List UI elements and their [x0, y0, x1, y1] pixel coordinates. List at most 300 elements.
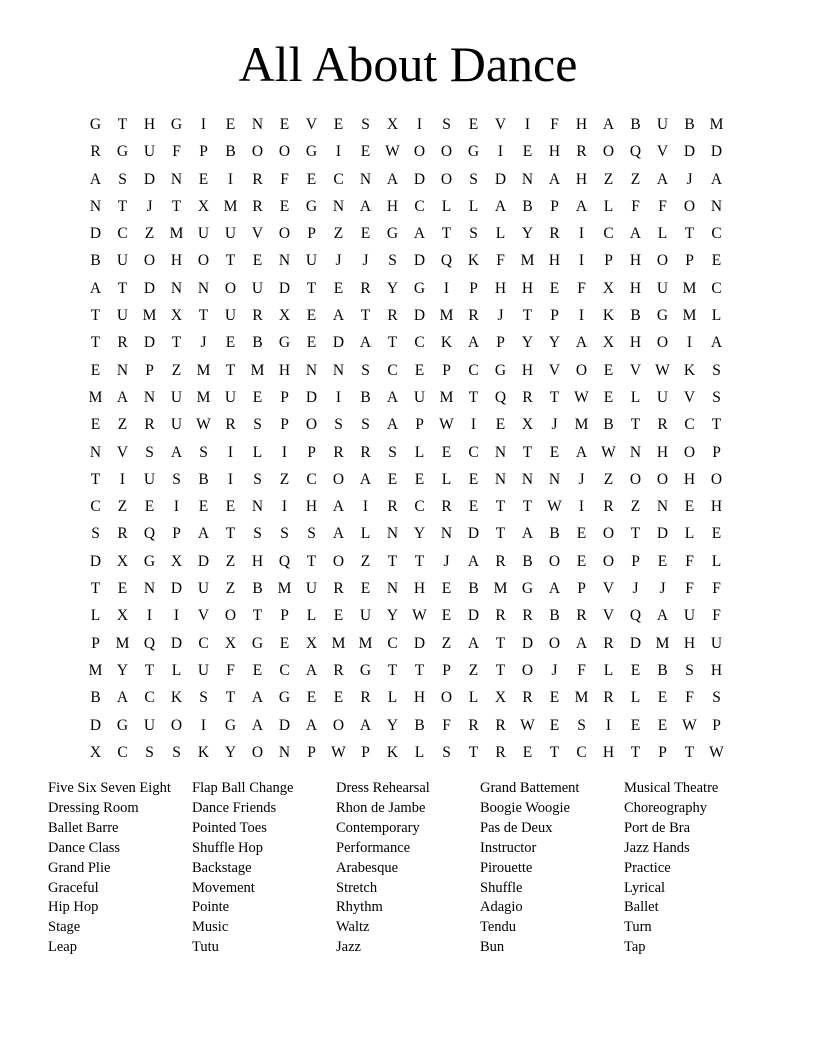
- grid-row: [82, 193, 730, 220]
- grid-letter: E: [468, 116, 479, 133]
- grid-letter: S: [388, 252, 397, 270]
- grid-letter: E: [225, 334, 236, 352]
- grid-letter: R: [522, 689, 533, 707]
- grid-letter: E: [387, 470, 398, 488]
- grid-letter: L: [603, 197, 614, 215]
- grid-letter: I: [686, 334, 693, 352]
- grid-letter: R: [495, 607, 506, 625]
- grid-letter: M: [574, 689, 589, 707]
- grid-letter: Z: [603, 470, 614, 488]
- grid-letter: E: [657, 689, 668, 707]
- grid-letter: C: [468, 443, 479, 461]
- grid-letter: N: [710, 197, 723, 215]
- grid-letter: T: [117, 116, 128, 133]
- grid-letter: A: [359, 197, 372, 215]
- grid-letter: U: [170, 416, 183, 434]
- grid-letter: S: [307, 525, 316, 543]
- grid-row: [82, 657, 730, 684]
- grid-letter: E: [549, 443, 560, 461]
- grid-letter: O: [548, 634, 561, 652]
- grid-letter: D: [143, 334, 156, 352]
- grid-letter: A: [413, 225, 426, 243]
- grid-row: [82, 166, 730, 193]
- grid-letter: D: [413, 170, 426, 188]
- grid-letter: A: [548, 170, 561, 188]
- grid-letter: F: [658, 197, 667, 215]
- grid-letter: X: [386, 116, 399, 133]
- word-item: Dress Rehearsal: [336, 780, 430, 796]
- word-item: Shuffle: [480, 879, 523, 896]
- grid-letter: A: [710, 334, 723, 352]
- grid-letter: N: [89, 443, 102, 461]
- grid-letter: D: [332, 334, 345, 352]
- grid-letter: F: [712, 580, 721, 598]
- grid-letter: C: [306, 470, 317, 488]
- grid-letter: P: [280, 607, 289, 625]
- grid-letter: A: [305, 716, 318, 734]
- grid-letter: V: [116, 443, 129, 461]
- grid-letter: L: [711, 552, 722, 570]
- word-item: Rhythm: [336, 899, 383, 916]
- grid-letter: W: [385, 143, 400, 161]
- grid-letter: T: [468, 743, 479, 761]
- grid-letter: B: [252, 580, 263, 598]
- grid-letter: P: [685, 252, 694, 270]
- grid-letter: L: [468, 689, 479, 707]
- grid-letter: P: [172, 525, 181, 543]
- grid-letter: V: [305, 116, 318, 133]
- grid-letter: X: [521, 416, 534, 434]
- grid-letter: T: [549, 743, 560, 761]
- grid-letter: N: [386, 580, 399, 598]
- grid-letter: H: [710, 498, 723, 516]
- grid-letter: E: [279, 197, 290, 215]
- grid-letter: O: [332, 716, 345, 734]
- grid-letter: J: [551, 416, 558, 434]
- grid-letter: G: [116, 716, 129, 734]
- grid-letter: P: [307, 743, 316, 761]
- grid-letter: Y: [548, 334, 561, 352]
- word-item: Lyrical: [624, 879, 666, 896]
- grid-letter: O: [521, 661, 534, 679]
- grid-letter: G: [359, 661, 372, 679]
- grid-letter: E: [549, 689, 560, 707]
- grid-letter: S: [442, 116, 451, 133]
- grid-letter: P: [550, 307, 559, 325]
- grid-letter: S: [145, 743, 154, 761]
- word-item: Waltz: [336, 919, 370, 936]
- grid-letter: E: [333, 279, 344, 297]
- grid-letter: E: [360, 143, 371, 161]
- grid-letter: C: [711, 225, 722, 243]
- grid-letter: I: [335, 388, 342, 406]
- grid-letter: L: [603, 661, 614, 679]
- grid-letter: R: [360, 689, 371, 707]
- grid-letter: C: [576, 743, 587, 761]
- word-item: Tutu: [192, 939, 219, 956]
- grid-letter: Q: [494, 388, 507, 406]
- grid-letter: T: [495, 525, 506, 543]
- grid-letter: U: [251, 279, 264, 297]
- word-item: Bun: [480, 939, 505, 956]
- word-item: Stretch: [336, 879, 378, 896]
- grid-letter: V: [548, 361, 561, 379]
- grid-letter: L: [468, 197, 479, 215]
- grid-letter: N: [332, 197, 345, 215]
- grid-letter: R: [333, 443, 344, 461]
- grid-letter: V: [494, 116, 507, 133]
- grid-letter: A: [170, 443, 183, 461]
- grid-letter: R: [252, 307, 263, 325]
- word-item: Flap Ball Change: [192, 780, 294, 796]
- grid-letter: H: [575, 170, 588, 188]
- grid-letter: I: [173, 498, 180, 516]
- grid-letter: P: [496, 334, 505, 352]
- grid-letter: P: [658, 743, 667, 761]
- word-item: Instructor: [480, 839, 537, 856]
- grid-letter: M: [169, 225, 184, 243]
- grid-letter: W: [412, 607, 427, 625]
- grid-letter: I: [578, 225, 585, 243]
- grid-letter: R: [468, 716, 479, 734]
- grid-letter: T: [468, 388, 479, 406]
- grid-letter: I: [200, 116, 207, 133]
- grid-letter: L: [414, 443, 425, 461]
- grid-letter: D: [278, 716, 291, 734]
- grid-letter: H: [251, 552, 264, 570]
- grid-letter: L: [441, 197, 452, 215]
- grid-letter: D: [467, 525, 480, 543]
- grid-letter: A: [575, 634, 588, 652]
- grid-letter: T: [387, 334, 398, 352]
- grid-letter: H: [602, 743, 615, 761]
- grid-letter: M: [331, 634, 346, 652]
- grid-letter: T: [495, 634, 506, 652]
- grid-letter: H: [143, 116, 156, 133]
- word-item: Movement: [192, 879, 255, 896]
- grid-letter: E: [522, 743, 533, 761]
- grid-letter: G: [413, 279, 426, 297]
- grid-letter: R: [441, 498, 452, 516]
- grid-letter: S: [253, 470, 262, 488]
- grid-letter: S: [442, 743, 451, 761]
- grid-letter: R: [576, 143, 587, 161]
- grid-letter: H: [521, 361, 534, 379]
- grid-letter: R: [576, 607, 587, 625]
- grid-letter: V: [629, 361, 642, 379]
- grid-letter: A: [548, 580, 561, 598]
- grid-letter: D: [170, 634, 183, 652]
- grid-letter: C: [387, 361, 398, 379]
- grid-letter: J: [659, 580, 666, 598]
- grid-letter: E: [711, 525, 722, 543]
- grid-letter: K: [440, 334, 453, 352]
- grid-letter: R: [387, 307, 398, 325]
- grid-letter: L: [252, 443, 263, 461]
- grid-letter: I: [578, 498, 585, 516]
- grid-letter: S: [280, 525, 289, 543]
- grid-letter: C: [414, 197, 425, 215]
- grid-letter: R: [117, 525, 128, 543]
- grid-letter: I: [578, 307, 585, 325]
- grid-letter: K: [683, 361, 696, 379]
- grid-letter: H: [656, 443, 669, 461]
- grid-letter: C: [333, 170, 344, 188]
- grid-letter: P: [415, 416, 424, 434]
- grid-letter: Y: [521, 334, 534, 352]
- grid-letter: E: [414, 361, 425, 379]
- grid-letter: A: [359, 470, 372, 488]
- grid-letter: R: [495, 552, 506, 570]
- grid-letter: T: [630, 525, 641, 543]
- word-item: Pirouette: [480, 859, 533, 876]
- grid-letter: Q: [629, 607, 642, 625]
- grid-letter: U: [413, 388, 426, 406]
- grid-letter: B: [684, 116, 695, 133]
- grid-letter: A: [467, 552, 480, 570]
- grid-letter: M: [142, 307, 157, 325]
- grid-letter: I: [281, 443, 288, 461]
- grid-letter: S: [577, 716, 586, 734]
- grid-letter: U: [224, 388, 237, 406]
- grid-letter: O: [224, 607, 237, 625]
- grid-letter: Z: [144, 225, 155, 243]
- grid-letter: A: [656, 607, 669, 625]
- grid-row: [82, 466, 730, 493]
- grid-letter: P: [145, 361, 154, 379]
- grid-letter: W: [520, 716, 535, 734]
- grid-letter: T: [225, 525, 236, 543]
- word-item: Graceful: [48, 879, 99, 896]
- grid-letter: Z: [630, 498, 641, 516]
- grid-letter: P: [199, 143, 208, 161]
- grid-letter: Z: [468, 661, 479, 679]
- grid-letter: R: [252, 197, 263, 215]
- grid-letter: G: [278, 334, 291, 352]
- grid-letter: X: [494, 689, 507, 707]
- grid-letter: B: [549, 607, 560, 625]
- grid-letter: N: [170, 170, 183, 188]
- grid-letter: E: [333, 689, 344, 707]
- grid-letter: E: [360, 225, 371, 243]
- grid-row: [82, 275, 730, 302]
- grid-letter: F: [280, 170, 289, 188]
- grid-letter: Q: [440, 252, 453, 270]
- grid-letter: A: [89, 170, 102, 188]
- grid-letter: T: [495, 498, 506, 516]
- grid-letter: N: [629, 443, 642, 461]
- word-column: [480, 779, 624, 958]
- grid-letter: R: [603, 634, 614, 652]
- grid-letter: N: [521, 170, 534, 188]
- word-item: Dance Friends: [192, 799, 277, 816]
- grid-letter: I: [605, 716, 612, 734]
- grid-letter: H: [548, 143, 561, 161]
- grid-letter: J: [335, 252, 342, 270]
- grid-letter: P: [442, 361, 451, 379]
- grid-letter: X: [170, 552, 183, 570]
- grid-letter: S: [172, 470, 181, 488]
- grid-letter: Y: [386, 716, 399, 734]
- grid-letter: E: [279, 116, 290, 133]
- grid-letter: H: [413, 689, 426, 707]
- grid-letter: K: [602, 307, 615, 325]
- grid-letter: X: [170, 307, 183, 325]
- grid-letter: M: [277, 580, 292, 598]
- grid-letter: G: [305, 143, 318, 161]
- grid-letter: J: [632, 580, 639, 598]
- grid-letter: I: [227, 443, 234, 461]
- grid-letter: S: [685, 661, 694, 679]
- word-item: Performance: [336, 839, 411, 856]
- grid-letter: Q: [143, 525, 156, 543]
- grid-letter: A: [251, 716, 264, 734]
- grid-letter: N: [440, 525, 453, 543]
- grid-letter: S: [91, 525, 100, 543]
- grid-letter: P: [442, 661, 451, 679]
- grid-letter: R: [333, 580, 344, 598]
- grid-letter: H: [629, 279, 642, 297]
- grid-letter: E: [333, 607, 344, 625]
- grid-letter: A: [575, 443, 588, 461]
- grid-letter: A: [386, 416, 399, 434]
- grid-letter: T: [441, 225, 452, 243]
- grid-letter: E: [630, 661, 641, 679]
- grid-letter: S: [199, 689, 208, 707]
- grid-letter: B: [522, 552, 533, 570]
- grid-letter: P: [469, 279, 478, 297]
- grid-letter: T: [90, 307, 101, 325]
- grid-letter: B: [657, 661, 668, 679]
- grid-letter: N: [197, 279, 210, 297]
- grid-letter: T: [630, 416, 641, 434]
- grid-letter: S: [118, 170, 127, 188]
- grid-letter: F: [496, 252, 505, 270]
- grid-letter: H: [683, 470, 696, 488]
- grid-letter: U: [224, 225, 237, 243]
- grid-letter: V: [683, 388, 696, 406]
- grid-letter: K: [386, 743, 399, 761]
- grid-row: [82, 357, 730, 384]
- grid-letter: X: [224, 634, 237, 652]
- grid-letter: F: [685, 552, 694, 570]
- grid-letter: N: [359, 170, 372, 188]
- grid-letter: P: [577, 580, 586, 598]
- grid-letter: U: [656, 116, 669, 133]
- grid-letter: Y: [116, 661, 129, 679]
- grid-row: [82, 138, 730, 165]
- grid-letter: E: [252, 388, 263, 406]
- grid-letter: T: [387, 552, 398, 570]
- word-item: Tendu: [480, 919, 517, 936]
- grid-letter: B: [630, 307, 641, 325]
- grid-letter: D: [278, 279, 291, 297]
- grid-letter: W: [439, 416, 454, 434]
- grid-letter: A: [251, 689, 264, 707]
- grid-letter: V: [602, 580, 615, 598]
- grid-letter: R: [90, 143, 101, 161]
- grid-letter: E: [468, 498, 479, 516]
- grid-letter: V: [251, 225, 264, 243]
- grid-letter: B: [549, 525, 560, 543]
- grid-letter: C: [279, 661, 290, 679]
- grid-row: [82, 712, 730, 739]
- grid-letter: N: [305, 361, 318, 379]
- grid-letter: T: [252, 607, 263, 625]
- grid-letter: T: [171, 197, 182, 215]
- grid-letter: E: [576, 552, 587, 570]
- grid-letter: E: [630, 716, 641, 734]
- grid-letter: H: [170, 252, 183, 270]
- word-item: Dance Class: [48, 839, 121, 856]
- grid-letter: O: [251, 143, 264, 161]
- grid-letter: U: [305, 580, 318, 598]
- grid-letter: Q: [278, 552, 291, 570]
- grid-letter: C: [198, 634, 209, 652]
- grid-letter: S: [712, 361, 721, 379]
- word-item: Grand Battement: [480, 780, 580, 796]
- grid-letter: T: [711, 416, 722, 434]
- grid-letter: U: [656, 279, 669, 297]
- grid-letter: E: [441, 443, 452, 461]
- grid-letter: J: [578, 470, 585, 488]
- grid-letter: D: [89, 225, 102, 243]
- grid-letter: V: [602, 607, 615, 625]
- grid-letter: V: [197, 607, 210, 625]
- grid-letter: M: [196, 361, 211, 379]
- grid-letter: E: [549, 279, 560, 297]
- grid-row: [82, 602, 730, 629]
- grid-letter: P: [307, 225, 316, 243]
- grid-letter: G: [143, 552, 156, 570]
- grid-letter: R: [603, 689, 614, 707]
- grid-letter: H: [305, 498, 318, 516]
- grid-letter: E: [117, 580, 128, 598]
- grid-letter: N: [521, 470, 534, 488]
- grid-letter: T: [414, 552, 425, 570]
- grid-letter: D: [305, 388, 318, 406]
- grid-letter: U: [224, 307, 237, 325]
- grid-row: [82, 411, 730, 438]
- grid-letter: B: [603, 416, 614, 434]
- grid-letter: E: [252, 661, 263, 679]
- grid-letter: G: [251, 634, 264, 652]
- grid-letter: O: [197, 252, 210, 270]
- grid-letter: P: [361, 743, 370, 761]
- grid-letter: D: [656, 525, 669, 543]
- grid-letter: D: [467, 607, 480, 625]
- grid-letter: A: [710, 170, 723, 188]
- grid-letter: T: [630, 743, 641, 761]
- grid-letter: L: [684, 525, 695, 543]
- grid-letter: F: [631, 197, 640, 215]
- word-item: Ballet Barre: [48, 819, 119, 836]
- grid-letter: L: [711, 307, 722, 325]
- grid-letter: E: [306, 170, 317, 188]
- grid-letter: A: [656, 170, 669, 188]
- grid-letter: O: [440, 689, 453, 707]
- grid-letter: O: [548, 552, 561, 570]
- grid-letter: E: [90, 416, 101, 434]
- grid-letter: M: [493, 580, 508, 598]
- grid-letter: N: [116, 361, 129, 379]
- grid-letter: C: [711, 279, 722, 297]
- grid-row: [82, 684, 730, 711]
- grid-letter: T: [171, 334, 182, 352]
- grid-letter: Z: [225, 580, 236, 598]
- grid-letter: A: [332, 307, 345, 325]
- grid-letter: N: [332, 361, 345, 379]
